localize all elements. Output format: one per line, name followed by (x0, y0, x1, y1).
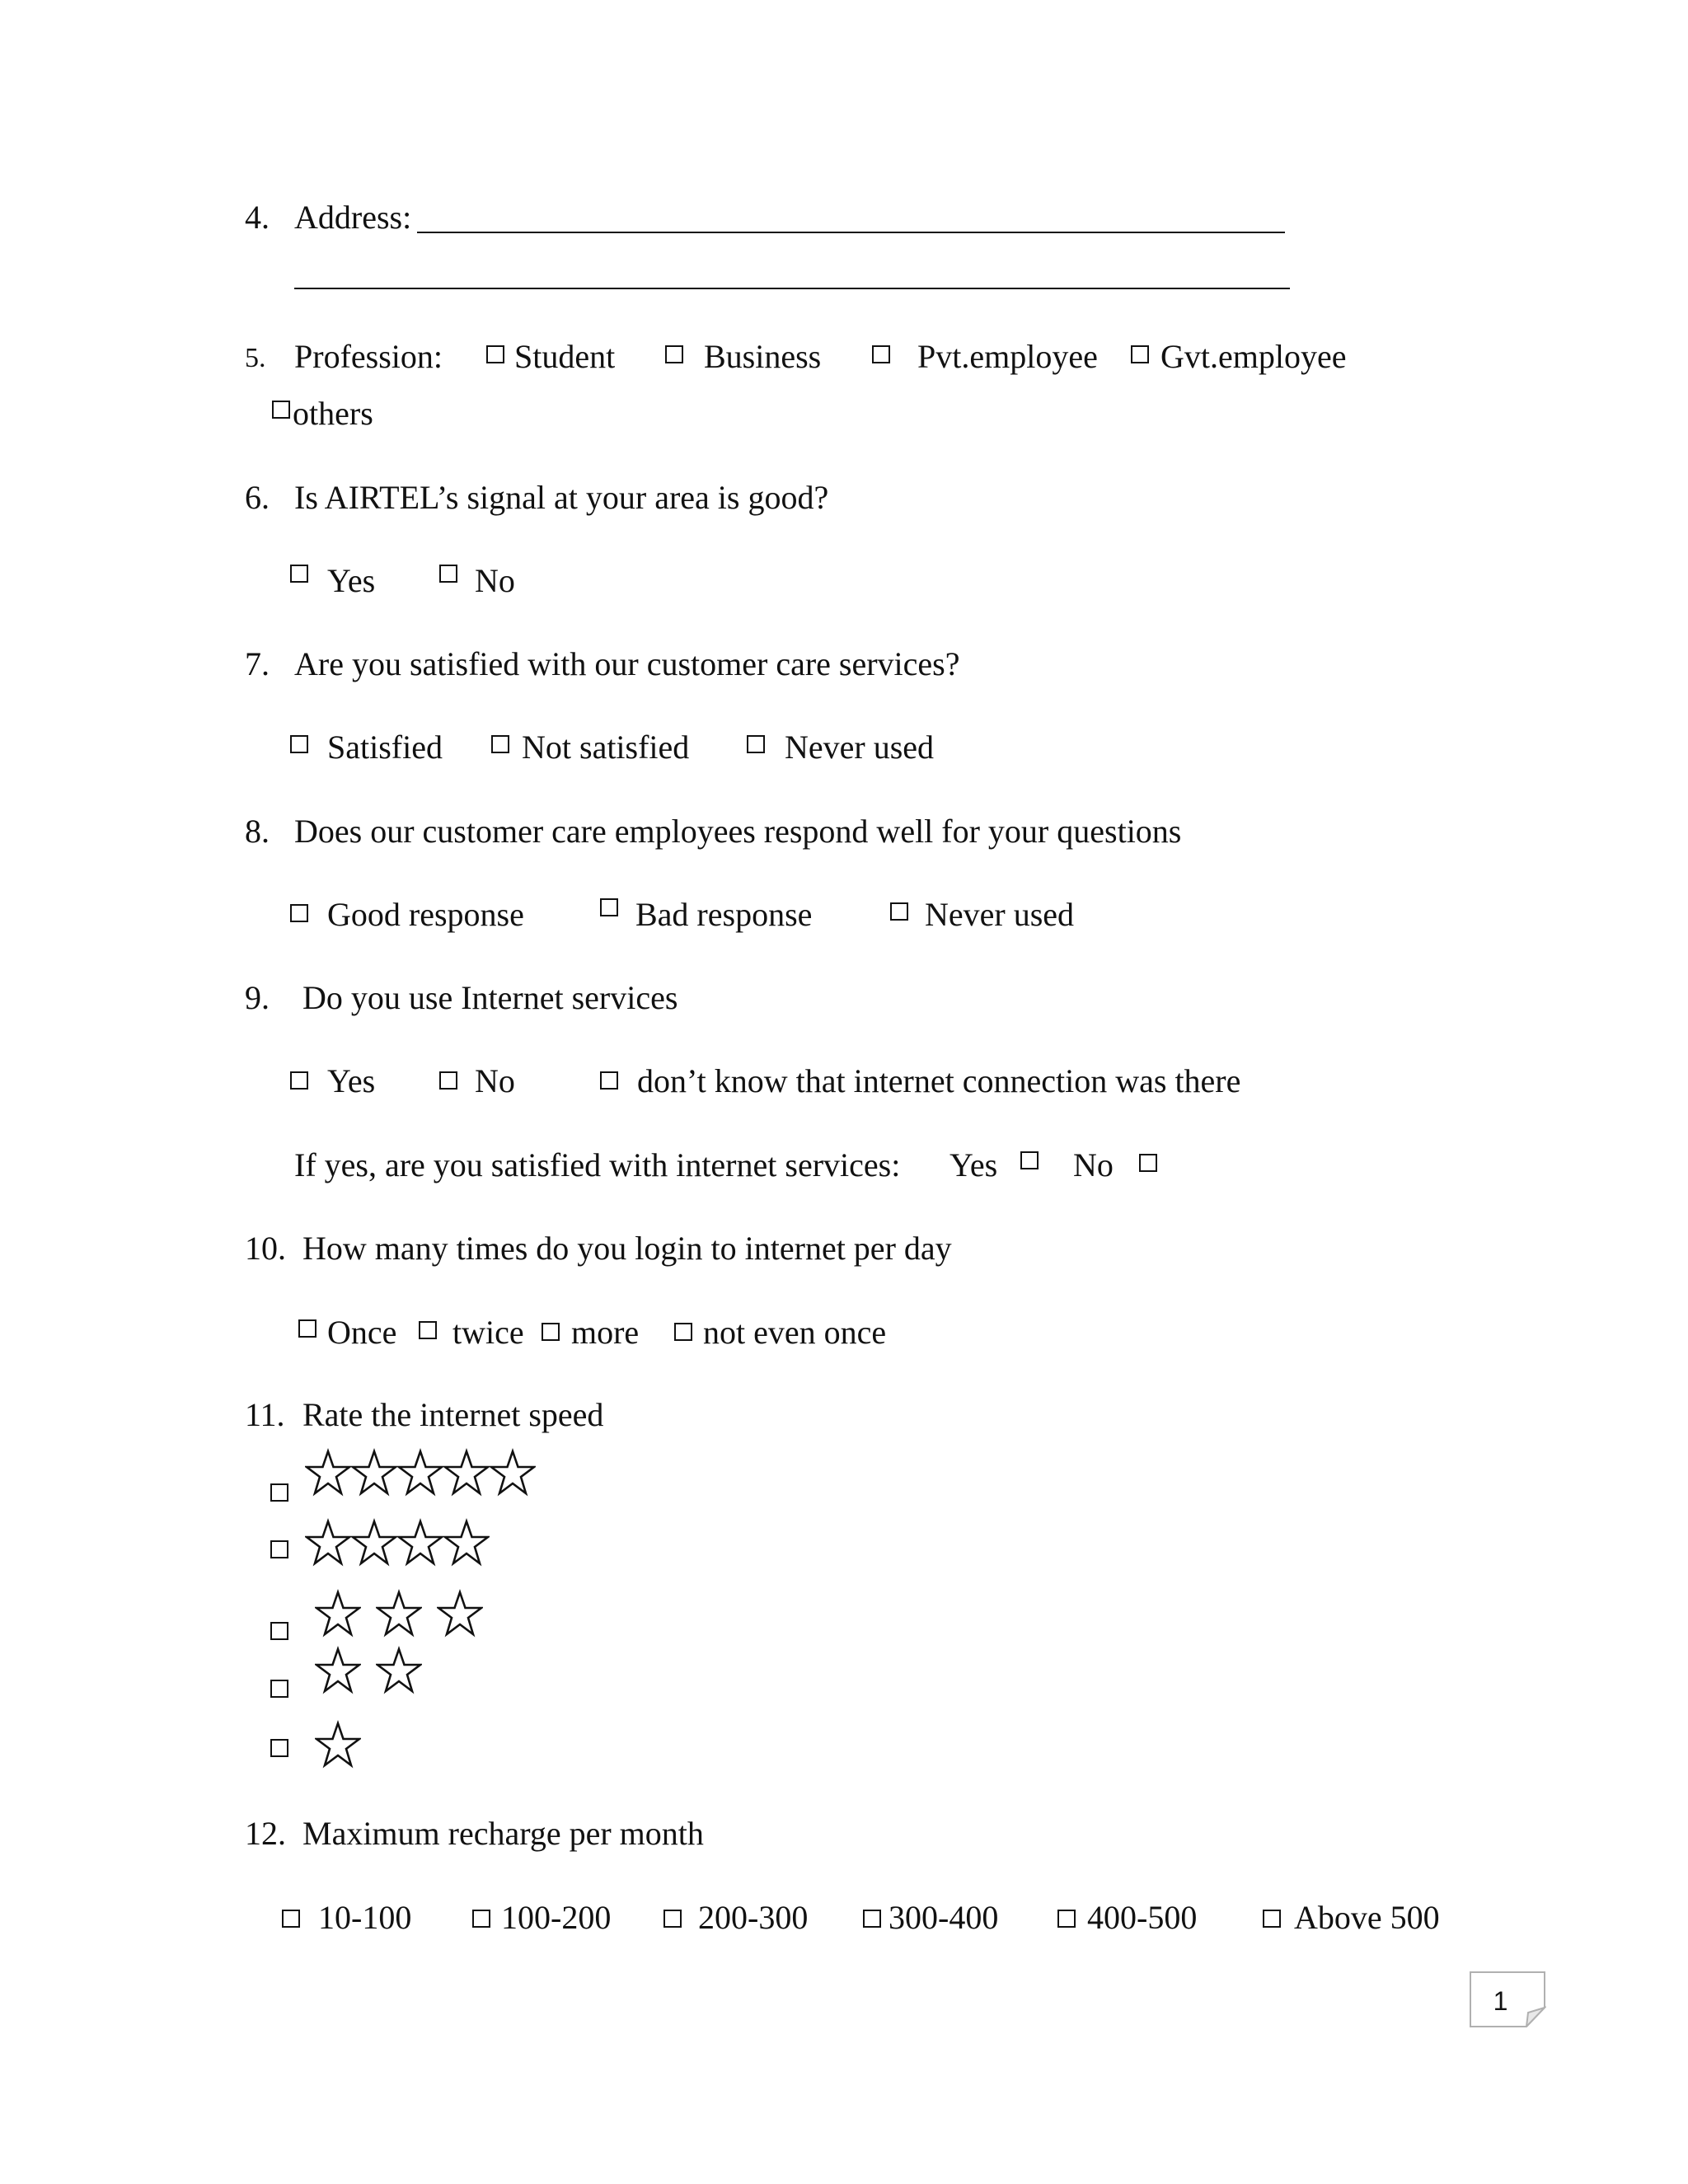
option-once: Once (327, 1314, 397, 1351)
rating-2-stars (315, 1646, 422, 1697)
q7-number: 7. (245, 645, 270, 682)
rating-3-stars (315, 1589, 483, 1640)
option-satisfied: Satisfied (327, 729, 443, 766)
checkbox-q9-no[interactable] (439, 1071, 457, 1090)
option-more: more (571, 1314, 640, 1351)
q6-option-no: No (475, 562, 515, 599)
star-icon (305, 1448, 351, 1499)
checkbox-gvt-employee[interactable] (1131, 345, 1149, 363)
star-icon (351, 1518, 397, 1569)
option-300-400: 300-400 (889, 1899, 999, 1936)
star-icon (376, 1589, 422, 1640)
q9-followup-no: No (1073, 1146, 1114, 1183)
option-above-500: Above 500 (1294, 1899, 1440, 1936)
checkbox-dont-know[interactable] (600, 1071, 618, 1090)
option-business: Business (704, 338, 822, 375)
option-bad-response: Bad response (635, 896, 813, 933)
option-not-satisfied: Not satisfied (522, 729, 690, 766)
checkbox-good-response[interactable] (290, 904, 308, 922)
option-200-300: 200-300 (698, 1899, 809, 1936)
checkbox-twice[interactable] (419, 1321, 437, 1339)
option-not-even-once: not even once (703, 1314, 887, 1351)
q7-question: Are you satisfied with our customer care services? (294, 645, 960, 682)
star-icon (305, 1518, 351, 1569)
q9-question: Do you use Internet services (302, 979, 678, 1016)
q9-option-yes: Yes (327, 1062, 376, 1099)
checkbox-rating-3[interactable] (270, 1622, 288, 1640)
star-icon (397, 1518, 443, 1569)
option-good-response: Good response (327, 896, 524, 933)
star-icon (315, 1589, 361, 1640)
star-icon (351, 1448, 397, 1499)
checkbox-q8-never-used[interactable] (890, 902, 908, 921)
q6-question: Is AIRTEL’s signal at your area is good? (294, 479, 829, 516)
q6-option-yes: Yes (327, 562, 376, 599)
star-icon (443, 1448, 490, 1499)
checkbox-300-400[interactable] (863, 1910, 881, 1928)
option-q8-never-used: Never used (925, 896, 1075, 933)
option-twice: twice (452, 1314, 524, 1351)
checkbox-student[interactable] (486, 345, 504, 363)
option-pvt-employee: Pvt.employee (917, 338, 1098, 375)
q10-question: How many times do you login to internet per day (302, 1230, 952, 1267)
star-icon (490, 1448, 536, 1499)
checkbox-q6-no[interactable] (439, 565, 457, 583)
checkbox-more[interactable] (542, 1323, 560, 1341)
checkbox-400-500[interactable] (1057, 1910, 1076, 1928)
star-icon (315, 1646, 361, 1697)
q9-number: 9. (245, 979, 270, 1016)
q11-number: 11. (245, 1396, 285, 1433)
rating-4-stars (305, 1518, 490, 1569)
option-400-500: 400-500 (1087, 1899, 1198, 1936)
option-10-100: 10-100 (318, 1899, 412, 1936)
option-gvt-employee: Gvt.employee (1160, 338, 1347, 375)
q9-option-no: No (475, 1062, 515, 1099)
option-q7-never-used: Never used (785, 729, 935, 766)
checkbox-rating-4[interactable] (270, 1540, 288, 1558)
checkbox-100-200[interactable] (472, 1910, 490, 1928)
q4-label: Address: (294, 199, 412, 236)
checkbox-q6-yes[interactable] (290, 565, 308, 583)
star-icon (397, 1448, 443, 1499)
checkbox-above-500[interactable] (1263, 1910, 1281, 1928)
q4-number: 4. (245, 199, 270, 236)
address-line-1[interactable] (417, 232, 1285, 233)
q8-number: 8. (245, 813, 270, 850)
address-line-2[interactable] (294, 288, 1290, 289)
q11-question: Rate the internet speed (302, 1396, 604, 1433)
checkbox-followup-no[interactable] (1139, 1154, 1157, 1172)
checkbox-bad-response[interactable] (600, 898, 618, 916)
page-number: 1 (1493, 1986, 1508, 2016)
checkbox-others[interactable] (272, 401, 290, 419)
q5-label: Profession: (294, 338, 443, 375)
q12-number: 12. (245, 1815, 286, 1852)
star-icon (376, 1646, 422, 1697)
star-icon (443, 1518, 490, 1569)
q9-followup: If yes, are you satisfied with internet services: (294, 1146, 901, 1183)
q6-number: 6. (245, 479, 270, 516)
checkbox-200-300[interactable] (663, 1910, 682, 1928)
q10-number: 10. (245, 1230, 286, 1267)
page-number-badge (1470, 1971, 1546, 2027)
checkbox-pvt-employee[interactable] (872, 345, 890, 363)
q5-number: 5. (245, 343, 266, 373)
checkbox-business[interactable] (665, 345, 683, 363)
checkbox-rating-2[interactable] (270, 1680, 288, 1698)
q12-question: Maximum recharge per month (302, 1815, 704, 1852)
checkbox-10-100[interactable] (282, 1910, 300, 1928)
checkbox-rating-1[interactable] (270, 1739, 288, 1757)
checkbox-satisfied[interactable] (290, 735, 308, 753)
checkbox-q9-yes[interactable] (290, 1071, 308, 1090)
checkbox-not-even-once[interactable] (674, 1323, 692, 1341)
option-others: others (293, 395, 373, 432)
star-icon (437, 1589, 483, 1640)
checkbox-q7-never-used[interactable] (747, 735, 765, 753)
rating-1-stars (315, 1720, 361, 1771)
checkbox-not-satisfied[interactable] (491, 735, 509, 753)
q9-followup-yes: Yes (950, 1146, 998, 1183)
star-icon (315, 1720, 361, 1771)
q9-option-dont-know: don’t know that internet connection was there (637, 1062, 1241, 1099)
option-student: Student (514, 338, 616, 375)
q8-question: Does our customer care employees respond well for your questions (294, 813, 1182, 850)
checkbox-followup-yes[interactable] (1020, 1151, 1039, 1169)
rating-5-stars (305, 1448, 536, 1499)
checkbox-once[interactable] (298, 1319, 316, 1338)
option-100-200: 100-200 (501, 1899, 612, 1936)
checkbox-rating-5[interactable] (270, 1483, 288, 1502)
